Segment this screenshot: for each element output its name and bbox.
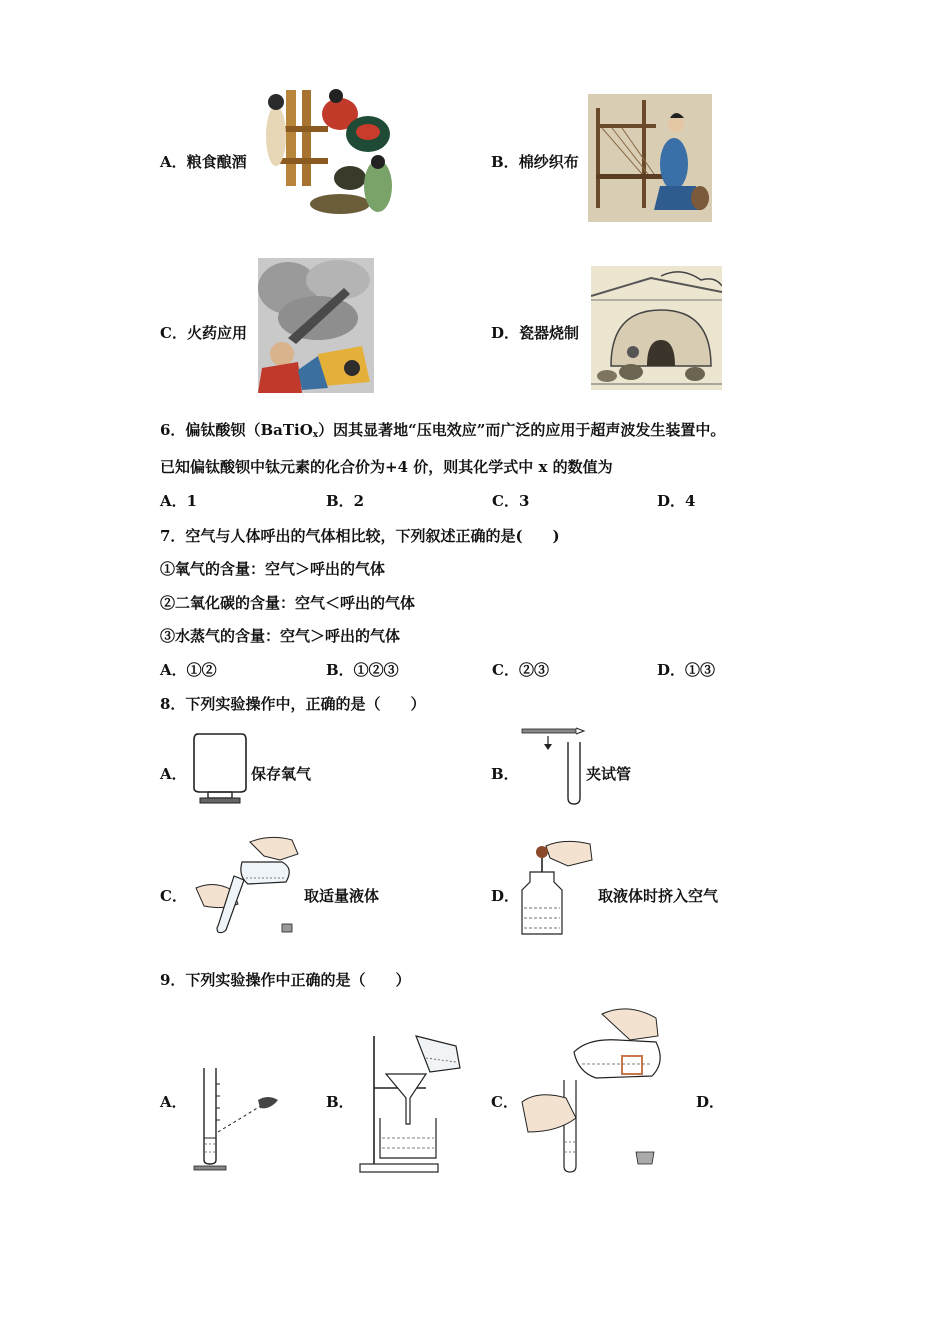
q8-option-c-label: 取适量液体 [304, 887, 380, 905]
graduated-cylinder-icon [190, 1064, 282, 1174]
q6-option-c[interactable]: C．3 [492, 492, 530, 510]
q8-option-c-letter[interactable]: C． [160, 887, 187, 905]
dropper-bottle-icon [520, 838, 596, 936]
q8-option-a-letter[interactable]: A． [160, 765, 187, 783]
q7-option-d[interactable]: D．①③ [657, 661, 716, 679]
q6-option-d[interactable]: D．4 [657, 492, 696, 510]
pouring-test-tube-icon [518, 1002, 666, 1174]
q6-stem-line2: 已知偏钛酸钡中钛元素的化合价为+4 价，则其化学式中 x 的数值为 [160, 458, 613, 476]
q7-option-c[interactable]: C．②③ [492, 661, 549, 679]
q9-stem: 9．下列实验操作中正确的是（ ） [160, 971, 411, 989]
cotton-weaving-illustration [588, 94, 712, 222]
q5-option-c[interactable]: C．火药应用 [160, 324, 247, 342]
q7-item-3: ③水蒸气的含量：空气＞呼出的气体 [160, 627, 401, 645]
q9-option-d[interactable]: D． [696, 1093, 725, 1111]
porcelain-kiln-illustration [591, 266, 722, 390]
q8-stem: 8．下列实验操作中，正确的是（ ） [160, 695, 426, 713]
q9-option-b[interactable]: B． [326, 1093, 354, 1111]
q5-option-b[interactable]: B．棉纱织布 [491, 153, 579, 171]
q6-option-b[interactable]: B．2 [326, 492, 365, 510]
q7-item-2: ②二氧化碳的含量：空气＜呼出的气体 [160, 594, 416, 612]
q6-option-a[interactable]: A．1 [160, 492, 198, 510]
q8-option-d-letter[interactable]: D． [491, 887, 520, 905]
q6-stem: 6．偏钛酸钡（BaTiO$_x$）因其显著地“压电效应”而广泛的应用于超声波发生装置中。 [160, 421, 726, 440]
q7-stem: 7．空气与人体呼出的气体相比较，下列叙述正确的是( ) [160, 527, 560, 545]
q5-option-a[interactable]: A．粮食酿酒 [160, 153, 247, 171]
wine-brewing-illustration [258, 86, 402, 222]
pour-liquid-icon [190, 834, 302, 938]
q8-option-a-label: 保存氧气 [251, 765, 312, 783]
q7-option-a[interactable]: A．①② [160, 661, 217, 679]
q9-option-a[interactable]: A． [160, 1093, 187, 1111]
q9-option-c[interactable]: C． [491, 1093, 518, 1111]
gas-bottle-icon [190, 730, 250, 806]
gunpowder-illustration [258, 258, 374, 393]
filtration-apparatus-icon [356, 1028, 466, 1176]
q8-option-d-label: 取液体时挤入空气 [598, 887, 719, 905]
q7-option-b[interactable]: B．①②③ [326, 661, 399, 679]
q8-option-b-label: 夹试管 [586, 765, 632, 783]
test-tube-holder-icon [520, 726, 588, 808]
q5-option-d[interactable]: D．瓷器烧制 [491, 324, 580, 342]
q7-item-1: ①氧气的含量：空气＞呼出的气体 [160, 560, 386, 578]
q8-option-b-letter[interactable]: B． [491, 765, 519, 783]
